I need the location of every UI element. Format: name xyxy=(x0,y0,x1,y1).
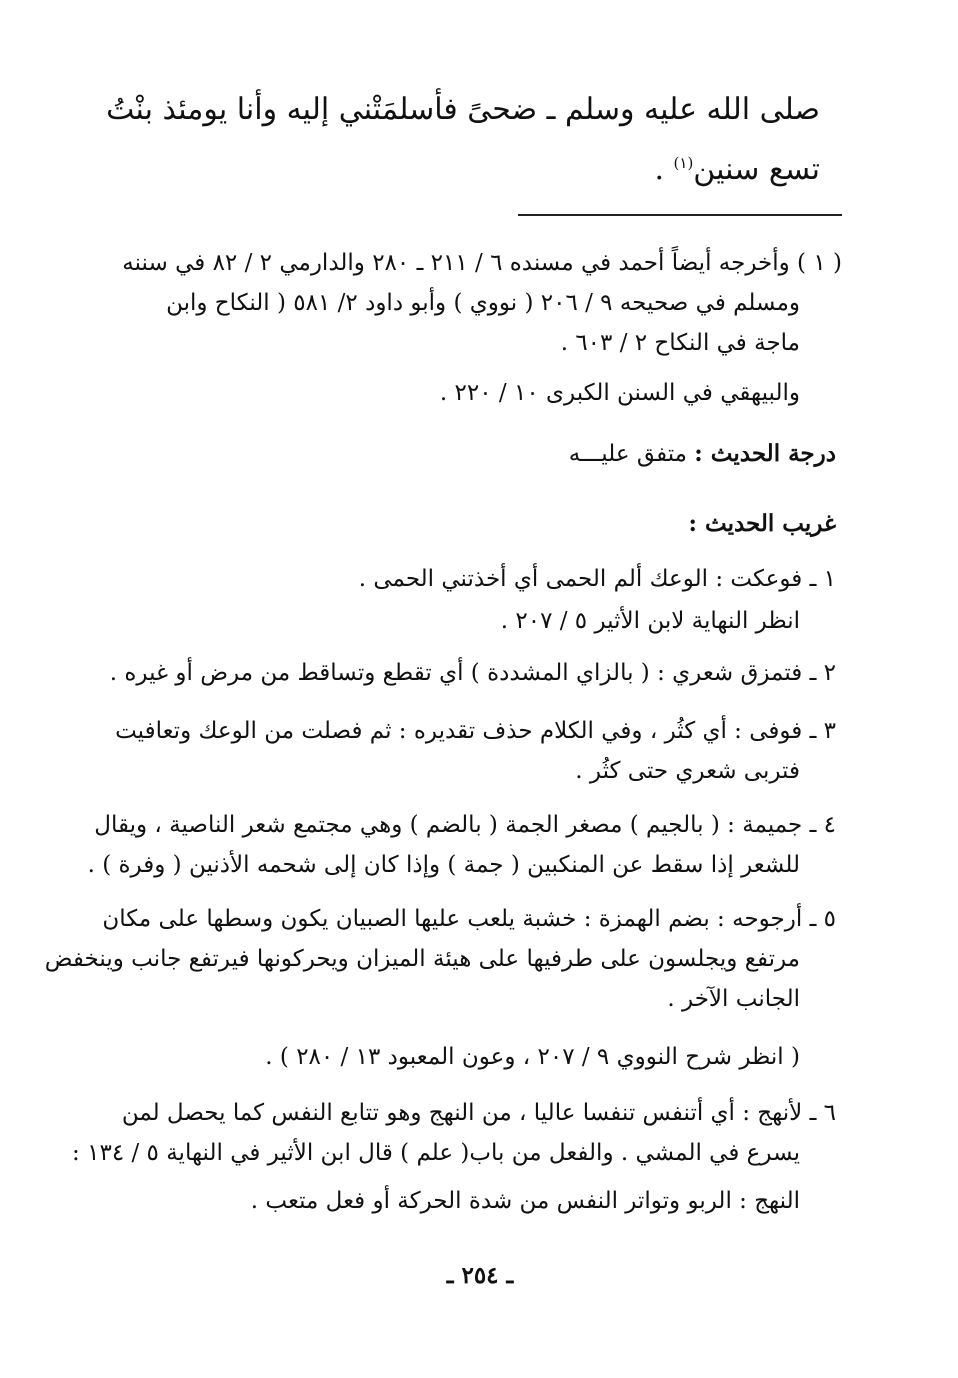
hadith-degree-label: درجة الحديث : xyxy=(694,440,836,467)
main-text-line-2 xyxy=(654,152,820,187)
gharib-line: ٥ ـ أرجوحه : بضم الهمزة : خشبة يلعب عليها الصبيان يكون وسطها على مكان xyxy=(102,906,836,932)
gharib-line: فتربى شعري حتى كثُر . xyxy=(575,758,800,784)
footnote-line: ومسلم في صحيحه ٩ / ٢٠٦ ( نووي ) وأبو داود ٢/ ٥٨١ ( النكاح وابن xyxy=(166,290,800,316)
gharib-line: ٦ ـ لأنهج : أي أتنفس تنفسا عاليا ، من النهج وهو تتابع النفس كما يحصل لمن xyxy=(121,1100,836,1126)
gharib-line: ١ ـ فوعكت : الوعك ألم الحمى أي أخذتني الحمى . xyxy=(358,566,836,592)
footnote-divider xyxy=(518,214,842,216)
gharib-line: للشعر إذا سقط عن المنكبين ( جمة ) وإذا كان إلى شحمه الأذنين ( وفرة ) . xyxy=(87,852,800,878)
gharib-line: ٤ ـ جميمة : ( بالجيم ) مصغر الجمة ( بالضم ) وهي مجتمع شعر الناصية ، ويقال xyxy=(94,812,836,838)
hadith-degree xyxy=(569,440,836,467)
hadith-degree-value: متفق عليـــه xyxy=(568,441,695,467)
gharib-line: انظر النهاية لابن الأثير ٥ / ٢٠٧ . xyxy=(500,608,800,634)
footnote-marker: (١) xyxy=(673,154,694,172)
main-text-line-2-end: . xyxy=(654,152,674,187)
footnote-line: ( ١ ) وأخرجه أيضاً أحمد في مسنده ٦ / ٢١١ ـ ٢٨٠ والدارمي ٢ / ٨٢ في سننه xyxy=(122,250,842,276)
gharib-line: ٣ ـ فوفى : أي كثُر ، وفي الكلام حذف تقديره : ثم فصلت من الوعك وتعافيت xyxy=(115,718,836,744)
gharib-line: ( انظر شرح النووي ٩ / ٢٠٧ ، وعون المعبود ١٣ / ٢٨٠ ) . xyxy=(265,1044,800,1070)
gharib-line: مرتفع ويجلسون على طرفيها على هيئة الميزان ويحركونها فيرتفع جانب وينخفض xyxy=(44,946,800,972)
gharib-line: يسرع في المشي . والفعل من باب( علم ) قال ابن الأثير في النهاية ٥ / ١٣٤ : xyxy=(72,1140,800,1166)
page-number: ـ ٢٥٤ ـ xyxy=(446,1262,514,1289)
footnote-line: ماجة في النكاح ٢ / ٦٠٣ . xyxy=(560,330,800,356)
gharib-heading: غريب الحديث : xyxy=(688,510,836,537)
gharib-line: الجانب الآخر . xyxy=(667,986,800,1012)
gharib-line: ٢ ـ فتمزق شعري : ( بالزاي المشددة ) أي تقطع وتساقط من مرض أو غيره . xyxy=(109,660,836,686)
footnote-line: والبيهقي في السنن الكبرى ١٠ / ٢٢٠ . xyxy=(439,380,800,406)
main-text-line-2-text: تسع سنين xyxy=(693,152,820,187)
gharib-line: النهج : الربو وتواتر النفس من شدة الحركة أو فعل متعب . xyxy=(250,1188,800,1214)
main-text-line-1: صلى الله عليه وسلم ـ ضحىً فأسلمَتْني إليه وأنا يومئذ بنْتُ xyxy=(106,92,820,127)
